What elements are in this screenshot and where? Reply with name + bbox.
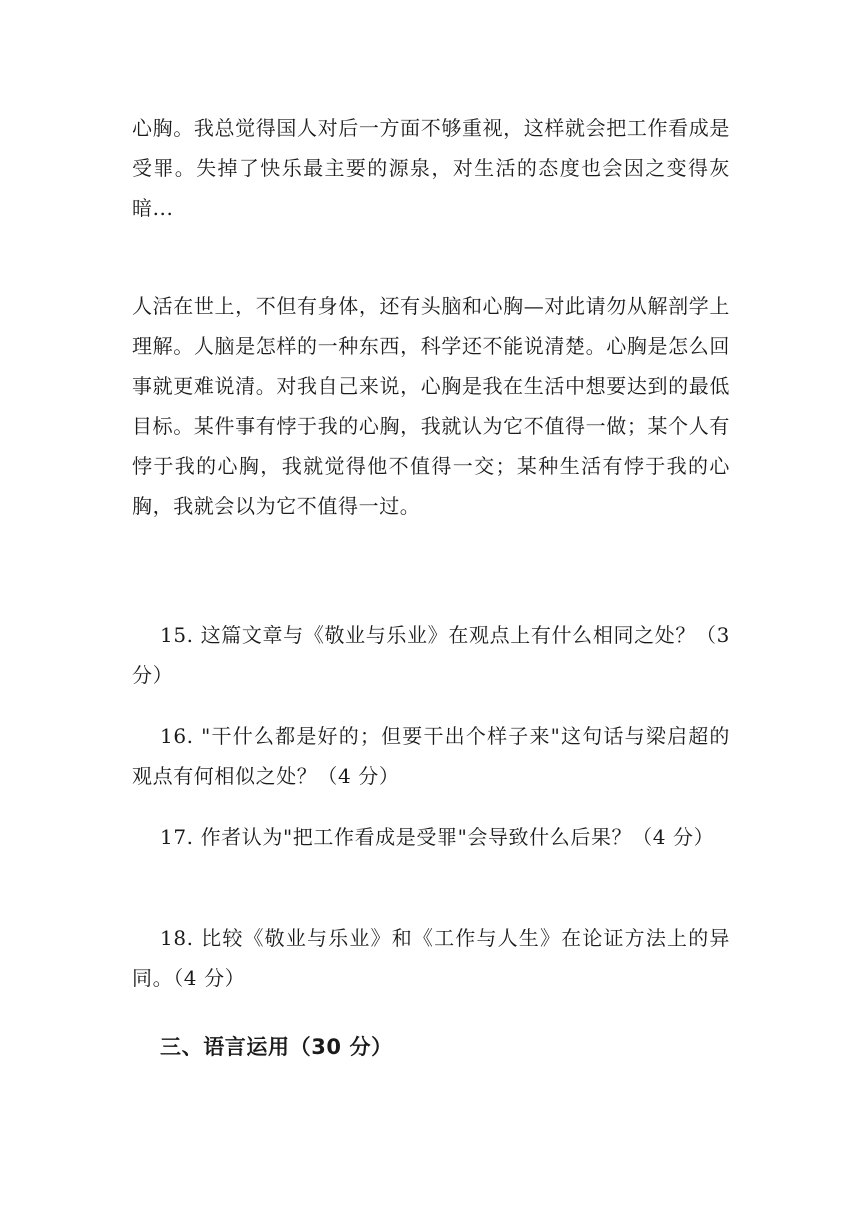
- question-16: 16. "干什么都是好的；但要干出个样子来"这句话与梁启超的观点有何相似之处？（4 分）: [132, 724, 730, 788]
- passage-paragraph-1: 心胸。我总觉得国人对后一方面不够重视，这样就会把工作看成是受罪。失掉了快乐最主要的源泉，对生活的态度也会因之变得灰暗...: [132, 116, 730, 220]
- question-15: 15. 这篇文章与《敬业与乐业》在观点上有什么相同之处？（3 分）: [132, 623, 730, 687]
- question-17: 17. 作者认为"把工作看成是受罪"会导致什么后果？（4 分）: [160, 825, 715, 849]
- passage-paragraph-2: 人活在世上，不但有身体，还有头脑和心胸—对此请勿从解剖学上理解。人脑是怎样的一种东西，科学还不能说清楚。心胸是怎么回事就更难说清。对我自己来说，心胸是我在生活中想要达到的最低目标。某件事有悖于我的心胸，我就认为它不值得一做；某个人有悖于我的心胸，我就觉得他不值得一交；某种生活有悖于我的心胸，我就会以为它不值得一过。: [132, 294, 730, 518]
- question-18: 18. 比较《敬业与乐业》和《工作与人生》在论证方法上的异同。（4 分）: [132, 926, 730, 990]
- section-heading: 三、语言运用（30 分）: [160, 1035, 393, 1059]
